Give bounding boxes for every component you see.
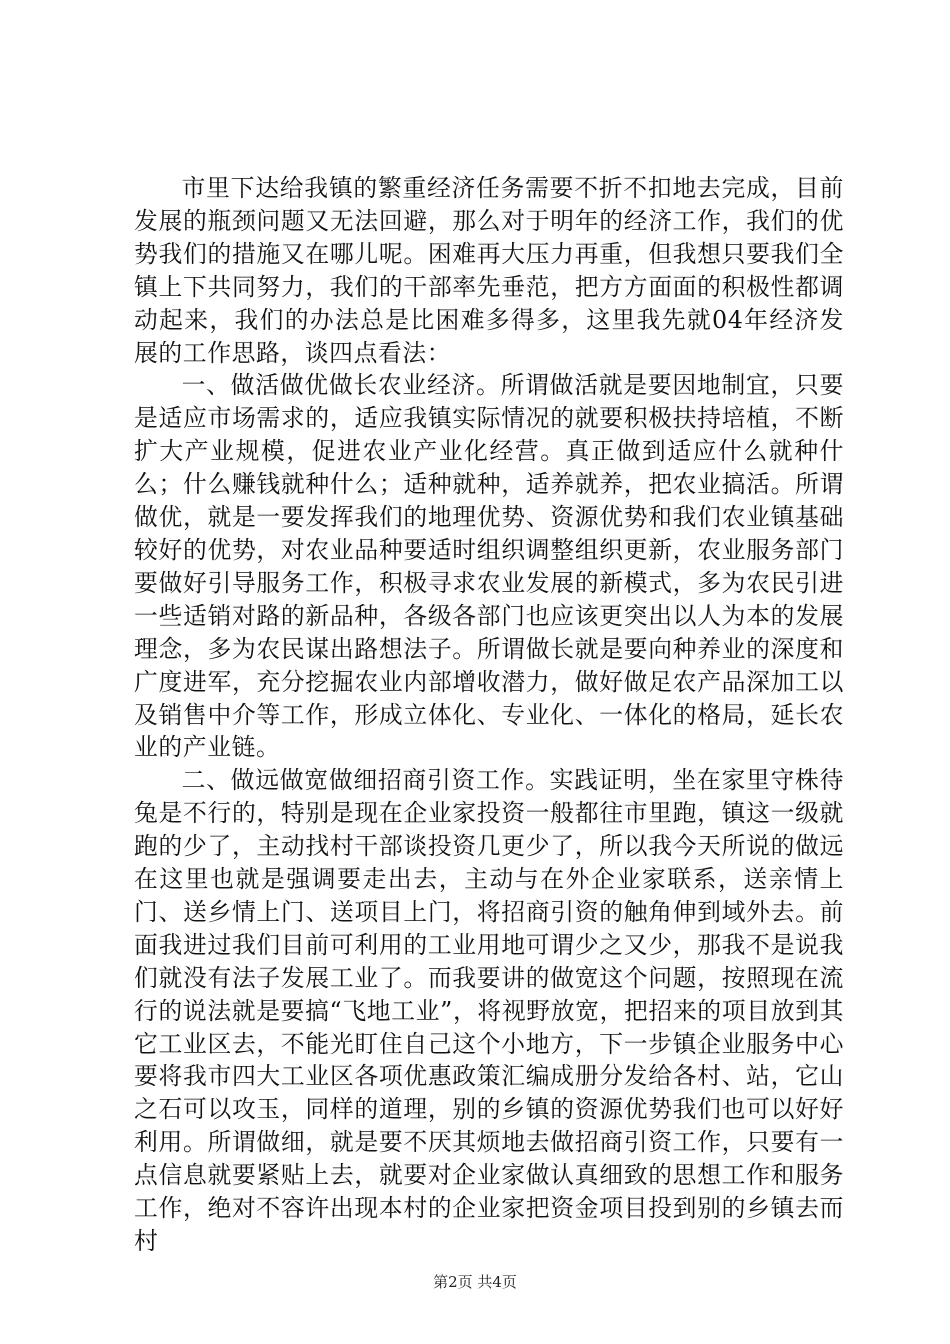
paragraph-agriculture: 一、做活做优做长农业经济。所谓做活就是要因地制宜，只要是适应市场需求的，适应我镇实际情况的就要积极扶持培植，不断扩大产业规模，促进农业产业化经营。真正做到适应什么就种什么；什么赚钱就种什么；适种就种，适养就养，把农业搞活。所谓做优，就是一要发挥我们的地理优势、资源优势和我们农业镇基础较好的优势，对农业品种要适时组织调整组织更新，农业服务部门要做好引导服务工作，积极寻求农业发展的新模式，多为农民引进一些适销对路的新品种，各级各部门也应该更突出以人为本的发展理念，多为农民谋出路想法子。所谓做长就是要向种养业的深度和广度进军，充分挖掘农业内部增收潜力，做好做足农产品深加工以及销售中介等工作，形成立体化、专业化、一体化的格局，延长农业的产业链。	[134, 371, 844, 762]
body-text	[134, 172, 844, 1258]
paragraph-investment: 二、做远做宽做细招商引资工作。实践证明，坐在家里守株待兔是不行的，特别是现在企业家投资一般都往市里跑，镇这一级就跑的少了，主动找村干部谈投资几更少了，所以我今天所说的做远在这里也就是强调要走出去，主动与在外企业家联系，送亲情上门、送乡情上门、送项目上门，将招商引资的触角伸到域外去。前面我进过我们目前可利用的工业用地可谓少之又少，那我不是说我们就没有法子发展工业了。而我要讲的做宽这个问题，按照现在流行的说法就是要搞“飞地工业”，将视野放宽，把招来的项目放到其它工业区去，不能光盯住自己这个小地方，下一步镇企业服务中心要将我市四大工业区各项优惠政策汇编成册分发给各村、站，它山之石可以攻玉，同样的道理，别的乡镇的资源优势我们也可以好好利用。所谓做细，就是要不厌其烦地去做招商引资工作，只要有一点信息就要紧贴上去，就要对企业家做认真细致的思想工作和服务工作，绝对不容许出现本村的企业家把资金项目投到别的乡镇去而村	[134, 766, 844, 1255]
page-footer: 第2页 共4页	[433, 1273, 517, 1291]
paragraph-intro: 市里下达给我镇的繁重经济任务需要不折不扣地去完成，目前发展的瓶颈问题又无法回避，那么对于明年的经济工作，我们的优势我们的措施又在哪儿呢。困难再大压力再重，但我想只要我们全镇上下共同努力，我们的干部率先垂范，把方方面面的积极性都调动起来，我们的办法总是比困难多得多，这里我先就04年经济发展的工作思路，谈四点看法：	[134, 174, 844, 367]
